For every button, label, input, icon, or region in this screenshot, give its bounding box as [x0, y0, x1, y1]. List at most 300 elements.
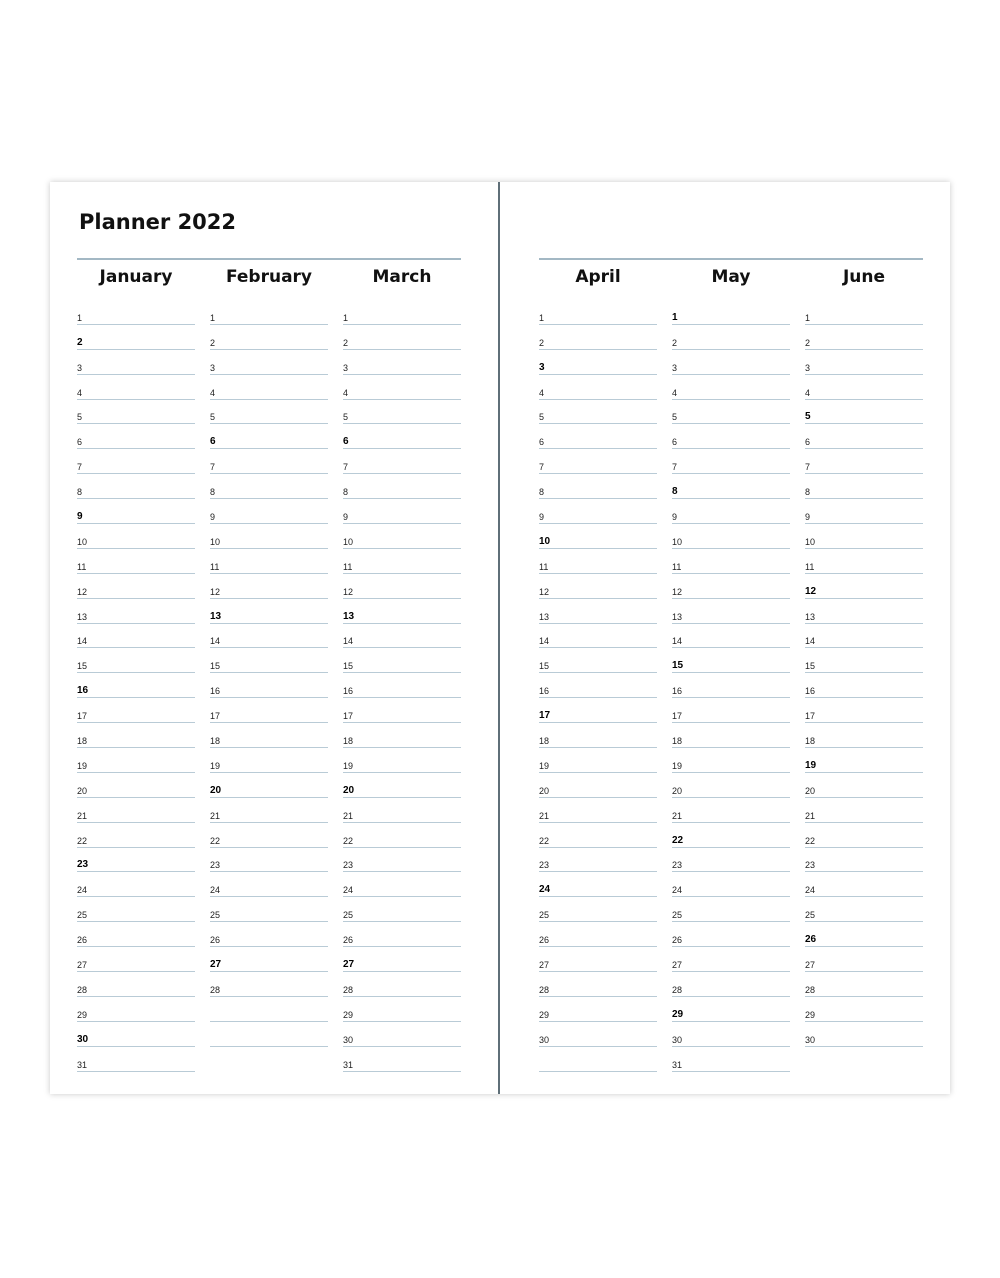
day-number: 18	[77, 736, 88, 747]
day-row	[805, 300, 923, 325]
day-row	[539, 474, 657, 499]
day-number: 7	[210, 462, 216, 473]
day-number: 8	[539, 487, 545, 498]
day-row	[672, 848, 790, 873]
day-number: 20	[672, 785, 683, 796]
day-row	[343, 400, 461, 425]
day-row	[77, 897, 195, 922]
day-row	[539, 350, 657, 375]
day-row	[805, 648, 923, 673]
day-row	[343, 972, 461, 997]
day-number: 28	[805, 984, 816, 995]
day-row	[672, 574, 790, 599]
day-number: 1	[672, 311, 678, 323]
day-row	[210, 748, 328, 773]
day-number: 27	[672, 960, 683, 971]
day-row	[343, 1022, 461, 1047]
day-number: 19	[672, 760, 683, 771]
day-row	[210, 449, 328, 474]
day-number: 20	[539, 785, 550, 796]
day-number: 15	[672, 660, 684, 672]
day-number: 19	[805, 759, 817, 771]
day-number: 10	[672, 536, 683, 547]
day-number: 6	[343, 436, 349, 448]
day-row	[77, 972, 195, 997]
planner-title: Planner 2022	[79, 210, 237, 234]
day-row	[77, 474, 195, 499]
day-row	[672, 723, 790, 748]
day-row	[210, 424, 328, 449]
day-number: 30	[539, 1034, 550, 1045]
day-row	[672, 648, 790, 673]
day-row	[210, 325, 328, 350]
day-row	[805, 549, 923, 574]
day-row	[343, 574, 461, 599]
day-number: 18	[343, 736, 354, 747]
month-column-april	[539, 260, 657, 1072]
day-number: 26	[210, 935, 221, 946]
day-number: 24	[77, 885, 88, 896]
day-number: 5	[343, 412, 349, 423]
day-number: 30	[672, 1034, 683, 1045]
day-number: 22	[210, 835, 221, 846]
day-number: 8	[343, 487, 349, 498]
day-number: 13	[210, 610, 222, 622]
day-number: 22	[539, 835, 550, 846]
day-number: 31	[343, 1059, 354, 1070]
day-row	[343, 823, 461, 848]
day-row	[805, 499, 923, 524]
day-row	[77, 1022, 195, 1047]
day-row	[210, 524, 328, 549]
day-row	[343, 748, 461, 773]
day-number: 17	[539, 710, 551, 722]
day-row	[210, 549, 328, 574]
day-row	[805, 897, 923, 922]
day-number: 28	[539, 984, 550, 995]
day-row	[672, 424, 790, 449]
day-row	[77, 499, 195, 524]
day-number: 23	[805, 860, 816, 871]
day-row	[343, 300, 461, 325]
day-row	[210, 922, 328, 947]
day-row	[77, 400, 195, 425]
day-row	[77, 325, 195, 350]
day-number: 1	[805, 312, 811, 323]
day-row	[672, 524, 790, 549]
day-number: 30	[343, 1034, 354, 1045]
day-number: 8	[77, 487, 83, 498]
day-number: 15	[77, 661, 88, 672]
day-number: 27	[210, 959, 222, 971]
day-number: 12	[343, 586, 354, 597]
day-number: 27	[343, 959, 355, 971]
day-number: 12	[77, 586, 88, 597]
day-number: 23	[77, 859, 89, 871]
day-row	[343, 897, 461, 922]
day-row	[210, 574, 328, 599]
day-number: 7	[77, 462, 83, 473]
day-number: 19	[343, 760, 354, 771]
day-number: 3	[77, 362, 83, 373]
day-number: 24	[343, 885, 354, 896]
day-list	[539, 300, 657, 1072]
day-row	[672, 325, 790, 350]
day-number: 12	[210, 586, 221, 597]
day-number: 11	[343, 561, 353, 572]
day-number: 18	[805, 736, 816, 747]
day-row	[539, 449, 657, 474]
day-row	[343, 375, 461, 400]
day-row	[672, 922, 790, 947]
day-number: 15	[805, 661, 816, 672]
day-row	[343, 599, 461, 624]
day-row	[539, 549, 657, 574]
day-row	[210, 1022, 328, 1047]
day-number: 10	[210, 536, 221, 547]
day-number: 29	[343, 1009, 354, 1020]
day-number: 21	[77, 810, 88, 821]
day-number: 15	[539, 661, 550, 672]
day-number: 24	[805, 885, 816, 896]
day-number: 24	[210, 885, 221, 896]
day-row	[672, 1022, 790, 1047]
day-number: 9	[343, 512, 349, 523]
day-row	[539, 823, 657, 848]
day-row	[210, 474, 328, 499]
day-number: 25	[672, 910, 683, 921]
day-row	[672, 300, 790, 325]
day-row	[672, 897, 790, 922]
day-number: 1	[77, 312, 83, 323]
day-row	[77, 698, 195, 723]
day-row	[210, 499, 328, 524]
day-number: 26	[343, 935, 354, 946]
day-row	[672, 698, 790, 723]
day-row	[672, 375, 790, 400]
day-row	[210, 624, 328, 649]
day-list	[805, 300, 923, 1047]
day-number: 18	[210, 736, 221, 747]
day-row	[805, 449, 923, 474]
day-number: 3	[805, 362, 811, 373]
day-number: 17	[805, 711, 816, 722]
day-number: 8	[672, 486, 678, 498]
day-number: 7	[539, 462, 545, 473]
day-row	[539, 624, 657, 649]
day-number: 7	[672, 462, 678, 473]
center-gutter	[498, 182, 500, 1094]
day-number: 4	[805, 387, 811, 398]
day-row	[805, 748, 923, 773]
day-number: 9	[77, 511, 83, 523]
day-row	[343, 872, 461, 897]
day-number: 17	[77, 711, 88, 722]
day-row	[805, 947, 923, 972]
day-row	[672, 549, 790, 574]
day-row	[210, 300, 328, 325]
day-row	[672, 474, 790, 499]
day-row	[539, 947, 657, 972]
day-number: 5	[539, 412, 545, 423]
day-row	[672, 997, 790, 1022]
day-number: 20	[343, 784, 355, 796]
day-row	[672, 1047, 790, 1072]
day-number: 22	[672, 834, 684, 846]
day-row	[805, 599, 923, 624]
day-number: 19	[210, 760, 221, 771]
day-row	[210, 823, 328, 848]
day-number: 2	[539, 337, 545, 348]
day-list	[210, 300, 328, 1047]
day-row	[539, 897, 657, 922]
day-row	[539, 648, 657, 673]
day-row	[77, 424, 195, 449]
day-number: 14	[805, 636, 816, 647]
day-row	[539, 748, 657, 773]
day-row	[539, 300, 657, 325]
day-number: 23	[343, 860, 354, 871]
month-column-january	[77, 260, 195, 1072]
day-list	[672, 300, 790, 1072]
month-name: June	[842, 267, 886, 287]
day-row	[210, 997, 328, 1022]
day-row	[672, 449, 790, 474]
day-number: 2	[672, 337, 678, 348]
day-number: 7	[343, 462, 349, 473]
day-number: 13	[539, 611, 550, 622]
day-row	[77, 624, 195, 649]
day-number: 12	[539, 586, 550, 597]
day-number: 16	[539, 686, 550, 697]
day-number: 2	[77, 336, 83, 348]
day-row	[805, 624, 923, 649]
day-number: 10	[77, 536, 88, 547]
day-row	[672, 823, 790, 848]
day-row	[539, 1022, 657, 1047]
day-number: 9	[672, 512, 678, 523]
day-number: 28	[672, 984, 683, 995]
day-row	[805, 524, 923, 549]
day-row	[672, 947, 790, 972]
day-number: 26	[672, 935, 683, 946]
month-name: January	[99, 267, 173, 287]
day-number: 13	[805, 611, 816, 622]
day-row	[672, 400, 790, 425]
day-row	[77, 947, 195, 972]
day-number: 2	[343, 337, 349, 348]
day-row	[539, 872, 657, 897]
day-number: 25	[77, 910, 88, 921]
day-number: 16	[77, 685, 89, 697]
day-row	[805, 424, 923, 449]
day-number: 4	[210, 387, 216, 398]
day-row	[210, 897, 328, 922]
day-row	[805, 375, 923, 400]
day-number: 11	[672, 561, 682, 572]
day-number: 25	[210, 910, 221, 921]
day-number: 31	[672, 1059, 683, 1070]
day-number: 26	[805, 934, 817, 946]
planner-spread	[50, 182, 950, 1094]
day-number: 13	[343, 610, 355, 622]
day-number: 1	[210, 312, 216, 323]
day-number: 4	[539, 387, 545, 398]
day-number: 21	[672, 810, 683, 821]
day-row	[210, 947, 328, 972]
day-number: 1	[539, 312, 545, 323]
day-number: 16	[805, 686, 816, 697]
day-number: 27	[539, 960, 550, 971]
day-row	[539, 773, 657, 798]
day-number: 29	[805, 1009, 816, 1020]
day-number: 15	[210, 661, 221, 672]
day-row	[672, 748, 790, 773]
day-row	[77, 449, 195, 474]
day-row	[672, 872, 790, 897]
month-column-march	[343, 260, 461, 1072]
day-number: 3	[343, 362, 349, 373]
day-number: 8	[210, 487, 216, 498]
day-row	[672, 673, 790, 698]
day-number: 29	[539, 1009, 550, 1020]
month-column-may	[672, 260, 790, 1072]
month-name: May	[711, 267, 751, 287]
day-row	[77, 848, 195, 873]
day-number: 22	[805, 835, 816, 846]
day-row	[672, 624, 790, 649]
day-row	[805, 350, 923, 375]
day-row	[210, 872, 328, 897]
day-row	[672, 972, 790, 997]
day-row	[77, 1047, 195, 1072]
day-row	[343, 922, 461, 947]
day-number: 3	[672, 362, 678, 373]
day-row	[343, 449, 461, 474]
day-number: 23	[539, 860, 550, 871]
day-row	[539, 499, 657, 524]
day-number: 21	[539, 810, 550, 821]
day-row	[343, 350, 461, 375]
day-row	[77, 350, 195, 375]
day-row	[672, 499, 790, 524]
day-row	[77, 648, 195, 673]
day-number: 11	[210, 561, 220, 572]
day-row	[805, 773, 923, 798]
day-number: 6	[672, 437, 678, 448]
day-number: 21	[210, 810, 221, 821]
day-number: 4	[77, 387, 83, 398]
day-number: 31	[77, 1059, 88, 1070]
day-row	[672, 599, 790, 624]
day-row	[210, 350, 328, 375]
day-row	[343, 1047, 461, 1072]
day-number: 12	[672, 586, 683, 597]
day-number: 21	[343, 810, 354, 821]
day-number: 11	[77, 561, 87, 572]
day-number: 19	[77, 760, 88, 771]
day-number: 25	[343, 910, 354, 921]
day-number: 3	[210, 362, 216, 373]
day-row	[539, 375, 657, 400]
day-number: 28	[77, 984, 88, 995]
day-number: 29	[77, 1009, 88, 1020]
day-row	[343, 474, 461, 499]
day-row	[343, 997, 461, 1022]
day-row	[210, 848, 328, 873]
day-number: 10	[343, 536, 354, 547]
day-row	[210, 648, 328, 673]
day-number: 27	[77, 960, 88, 971]
day-row	[539, 698, 657, 723]
day-number: 29	[672, 1008, 684, 1020]
day-number: 16	[672, 686, 683, 697]
day-number: 10	[805, 536, 816, 547]
day-row	[805, 922, 923, 947]
day-row	[343, 773, 461, 798]
day-row	[539, 972, 657, 997]
day-row	[539, 922, 657, 947]
day-number: 17	[672, 711, 683, 722]
day-row	[672, 773, 790, 798]
day-row	[210, 375, 328, 400]
day-number: 5	[210, 412, 216, 423]
day-number: 3	[539, 361, 545, 373]
day-number: 6	[805, 437, 811, 448]
day-number: 26	[539, 935, 550, 946]
day-number: 5	[77, 412, 83, 423]
day-row	[539, 424, 657, 449]
day-row	[539, 997, 657, 1022]
day-number: 11	[539, 561, 549, 572]
day-row	[77, 524, 195, 549]
day-row	[805, 1022, 923, 1047]
day-number: 16	[343, 686, 354, 697]
day-row	[805, 972, 923, 997]
day-number: 11	[805, 561, 815, 572]
day-row	[343, 848, 461, 873]
day-number: 9	[539, 512, 545, 523]
month-column-february	[210, 260, 328, 1047]
day-number: 23	[672, 860, 683, 871]
day-number: 14	[539, 636, 550, 647]
day-row	[539, 325, 657, 350]
day-number: 6	[77, 437, 83, 448]
day-number: 20	[210, 784, 222, 796]
day-number: 14	[210, 636, 221, 647]
day-number: 19	[539, 760, 550, 771]
day-row	[805, 673, 923, 698]
day-row	[77, 375, 195, 400]
day-row	[210, 599, 328, 624]
day-number: 14	[77, 636, 88, 647]
day-row	[210, 400, 328, 425]
day-number: 14	[672, 636, 683, 647]
day-number: 16	[210, 686, 221, 697]
day-row	[77, 823, 195, 848]
month-column-june	[805, 260, 923, 1047]
day-list	[77, 300, 195, 1072]
day-row	[210, 972, 328, 997]
day-row	[77, 872, 195, 897]
day-row	[805, 848, 923, 873]
day-row	[539, 848, 657, 873]
day-row	[539, 574, 657, 599]
day-row	[672, 350, 790, 375]
day-number: 13	[77, 611, 88, 622]
day-number: 13	[672, 611, 683, 622]
day-row	[77, 549, 195, 574]
